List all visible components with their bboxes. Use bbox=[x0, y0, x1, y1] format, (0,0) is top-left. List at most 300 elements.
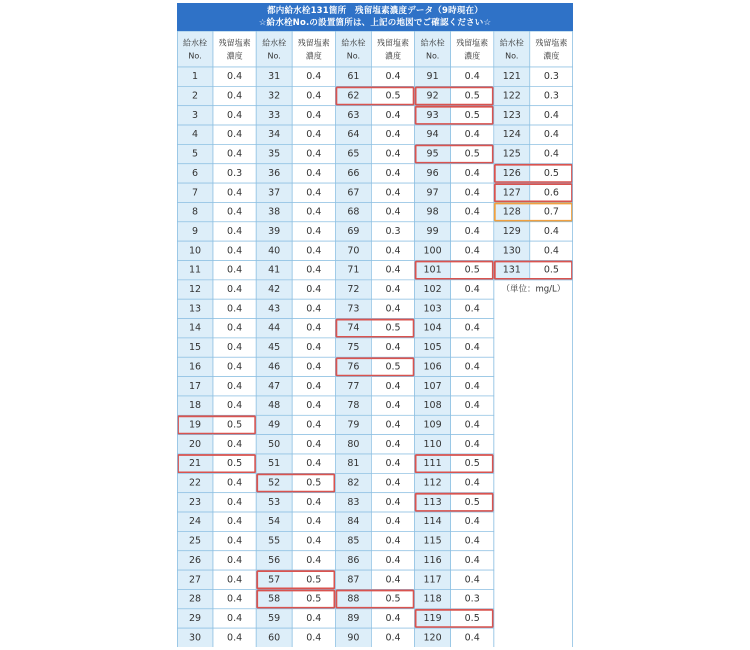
tap-no-text: 27 bbox=[188, 574, 202, 586]
chlorine-value-text: 0.4 bbox=[306, 284, 322, 296]
unit-note: （単位：mg/L） bbox=[501, 284, 566, 295]
chlorine-value-text: 0.4 bbox=[464, 535, 480, 547]
tap-no-text: 75 bbox=[347, 342, 360, 354]
tap-no-text: 116 bbox=[423, 554, 442, 566]
chlorine-value-text: 0.4 bbox=[227, 400, 243, 412]
chlorine-value-text: 0.4 bbox=[306, 516, 322, 528]
chlorine-value-text: 0.3 bbox=[227, 167, 243, 179]
header-value-line2: 濃度 bbox=[226, 51, 243, 61]
tap-no-text: 42 bbox=[268, 284, 281, 296]
chlorine-value-text: 0.4 bbox=[306, 71, 322, 83]
chlorine-value-text: 0.4 bbox=[227, 284, 243, 296]
chlorine-value-text: 0.5 bbox=[385, 322, 401, 334]
chlorine-value-text: 0.4 bbox=[464, 380, 480, 392]
tap-no-text: 85 bbox=[347, 535, 360, 547]
chlorine-value-text: 0.4 bbox=[385, 245, 401, 257]
chlorine-value-text: 0.4 bbox=[464, 554, 480, 566]
chlorine-value-text: 0.4 bbox=[385, 284, 401, 296]
chlorine-value-text: 0.4 bbox=[306, 535, 322, 547]
chlorine-value-text: 0.5 bbox=[306, 593, 322, 605]
chlorine-value-text: 0.4 bbox=[385, 535, 401, 547]
header-cell-no bbox=[256, 31, 292, 67]
chlorine-value-text: 0.4 bbox=[385, 632, 401, 644]
header-value-line1: 残留塩素 bbox=[297, 38, 330, 48]
tap-no-text: 128 bbox=[502, 206, 521, 218]
tap-no-text: 96 bbox=[426, 167, 439, 179]
tap-no-text: 127 bbox=[502, 187, 521, 199]
tap-no-text: 83 bbox=[347, 496, 360, 508]
chlorine-value-text: 0.4 bbox=[464, 400, 480, 412]
tap-no-text: 9 bbox=[191, 225, 199, 237]
chlorine-value-text: 0.4 bbox=[227, 322, 243, 334]
tap-no-text: 98 bbox=[426, 206, 439, 218]
tap-no-text: 54 bbox=[268, 516, 281, 528]
chlorine-value-text: 0.4 bbox=[306, 187, 322, 199]
tap-no-text: 99 bbox=[426, 225, 439, 237]
chlorine-value-text: 0.4 bbox=[227, 361, 243, 373]
chlorine-value-text: 0.4 bbox=[385, 148, 401, 160]
chlorine-value-text: 0.4 bbox=[306, 458, 322, 470]
chlorine-value-text: 0.4 bbox=[306, 554, 322, 566]
tap-no-text: 3 bbox=[191, 109, 199, 121]
tap-no-text: 109 bbox=[423, 419, 442, 431]
chlorine-value-text: 0.5 bbox=[464, 458, 480, 470]
chlorine-value-text: 0.4 bbox=[543, 129, 559, 141]
chlorine-value-text: 0.4 bbox=[385, 496, 401, 508]
chlorine-value-text: 0.4 bbox=[227, 129, 243, 141]
chlorine-value-text: 0.4 bbox=[227, 109, 243, 121]
tap-no-text: 81 bbox=[347, 458, 360, 470]
header-no-line2: No. bbox=[188, 51, 202, 61]
tap-no-text: 131 bbox=[502, 264, 521, 276]
chlorine-value-text: 0.5 bbox=[543, 264, 559, 276]
tap-no-text: 94 bbox=[426, 129, 439, 141]
tap-no-text: 47 bbox=[268, 380, 281, 392]
tap-no-text: 1 bbox=[191, 71, 199, 83]
chlorine-value-text: 0.4 bbox=[464, 167, 480, 179]
chlorine-value-text: 0.4 bbox=[306, 438, 322, 450]
chlorine-value-text: 0.4 bbox=[227, 264, 243, 276]
tap-no-text: 124 bbox=[502, 129, 521, 141]
chlorine-value-text: 0.4 bbox=[306, 264, 322, 276]
chlorine-value-text: 0.4 bbox=[227, 477, 243, 489]
header-value-line2: 濃度 bbox=[305, 51, 322, 61]
chlorine-value-text: 0.4 bbox=[306, 303, 322, 315]
tap-no-text: 24 bbox=[188, 516, 202, 528]
tap-no-text: 10 bbox=[188, 245, 202, 257]
tap-no-text: 122 bbox=[502, 90, 521, 102]
chlorine-value-text: 0.4 bbox=[227, 380, 243, 392]
tap-no-text: 64 bbox=[347, 129, 360, 141]
empty-area bbox=[494, 280, 573, 647]
tap-no-text: 95 bbox=[426, 148, 439, 160]
tap-no-text: 49 bbox=[268, 419, 281, 431]
chlorine-value-text: 0.4 bbox=[227, 245, 243, 257]
tap-no-text: 73 bbox=[347, 303, 360, 315]
header-no-line1: 給水栓 bbox=[420, 38, 445, 48]
chlorine-value-text: 0.5 bbox=[227, 458, 243, 470]
tap-no-text: 69 bbox=[347, 225, 360, 237]
chlorine-value-text: 0.4 bbox=[306, 148, 322, 160]
header-value-line2: 濃度 bbox=[385, 51, 401, 61]
chlorine-value-text: 0.4 bbox=[464, 477, 480, 489]
chlorine-value-text: 0.4 bbox=[227, 342, 243, 354]
chlorine-value-text: 0.4 bbox=[543, 148, 559, 160]
chlorine-value-text: 0.4 bbox=[227, 225, 243, 237]
tap-no-text: 39 bbox=[268, 225, 281, 237]
tap-no-text: 103 bbox=[423, 303, 442, 315]
chlorine-value-text: 0.4 bbox=[464, 361, 480, 373]
table-title: 都内給水栓131箇所 残留塩素濃度データ（9時現在） bbox=[267, 6, 483, 16]
tap-no-text: 86 bbox=[347, 554, 360, 566]
header-cell-no bbox=[335, 31, 371, 67]
chlorine-value-text: 0.5 bbox=[464, 109, 480, 121]
chlorine-value-text: 0.4 bbox=[306, 90, 322, 102]
tap-no-text: 82 bbox=[347, 477, 360, 489]
tap-no-text: 57 bbox=[268, 574, 281, 586]
tap-no-text: 16 bbox=[188, 361, 202, 373]
tap-no-text: 33 bbox=[268, 109, 281, 121]
tap-no-text: 43 bbox=[268, 303, 281, 315]
chlorine-value-text: 0.4 bbox=[464, 574, 480, 586]
tap-no-text: 15 bbox=[188, 342, 202, 354]
tap-no-text: 53 bbox=[268, 496, 281, 508]
chlorine-value-text: 0.5 bbox=[385, 90, 401, 102]
tap-no-text: 123 bbox=[502, 109, 521, 121]
chlorine-value-text: 0.5 bbox=[227, 419, 243, 431]
tap-no-text: 37 bbox=[268, 187, 281, 199]
tap-no-text: 68 bbox=[347, 206, 360, 218]
tap-no-text: 51 bbox=[268, 458, 281, 470]
chlorine-value-text: 0.5 bbox=[464, 612, 480, 624]
tap-no-text: 114 bbox=[423, 516, 442, 528]
tap-no-text: 91 bbox=[426, 71, 439, 83]
tap-no-text: 8 bbox=[191, 206, 199, 218]
tap-no-text: 80 bbox=[347, 438, 360, 450]
tap-no-text: 58 bbox=[268, 593, 281, 605]
tap-no-text: 25 bbox=[188, 535, 202, 547]
chlorine-value-text: 0.4 bbox=[306, 380, 322, 392]
chlorine-value-text: 0.4 bbox=[227, 593, 243, 605]
chlorine-value-text: 0.4 bbox=[385, 303, 401, 315]
header-no-line1: 給水栓 bbox=[341, 38, 366, 48]
chlorine-value-text: 0.4 bbox=[306, 612, 322, 624]
chlorine-value-text: 0.4 bbox=[543, 225, 559, 237]
chlorine-value-text: 0.4 bbox=[227, 71, 243, 83]
chlorine-value-text: 0.4 bbox=[464, 187, 480, 199]
tap-no-text: 48 bbox=[268, 400, 281, 412]
tap-no-text: 101 bbox=[423, 264, 442, 276]
tap-no-text: 2 bbox=[191, 90, 199, 102]
tap-no-text: 71 bbox=[347, 264, 360, 276]
tap-no-text: 12 bbox=[188, 284, 202, 296]
header-cell-no bbox=[494, 31, 530, 67]
chlorine-value-text: 0.4 bbox=[464, 225, 480, 237]
chlorine-value-text: 0.4 bbox=[227, 148, 243, 160]
chlorine-value-text: 0.4 bbox=[385, 187, 401, 199]
tap-no-text: 34 bbox=[268, 129, 281, 141]
chlorine-value-text: 0.4 bbox=[227, 496, 243, 508]
chlorine-value-text: 0.4 bbox=[306, 400, 322, 412]
tap-no-text: 107 bbox=[423, 380, 442, 392]
header-value-line1: 残留塩素 bbox=[377, 38, 409, 48]
tap-no-text: 120 bbox=[423, 632, 442, 644]
header-value-line1: 残留塩素 bbox=[535, 38, 568, 48]
tap-no-text: 31 bbox=[268, 71, 281, 83]
tap-no-text: 117 bbox=[423, 574, 442, 586]
chlorine-value-text: 0.4 bbox=[306, 109, 322, 121]
chlorine-value-text: 0.4 bbox=[227, 574, 243, 586]
chlorine-value-text: 0.5 bbox=[464, 90, 480, 102]
tap-no-text: 45 bbox=[268, 342, 281, 354]
table-header-banner bbox=[177, 3, 573, 31]
tap-no-text: 66 bbox=[347, 167, 360, 179]
tap-no-text: 41 bbox=[268, 264, 281, 276]
chlorine-value-text: 0.4 bbox=[464, 303, 480, 315]
tap-no-text: 110 bbox=[423, 438, 442, 450]
tap-no-text: 92 bbox=[426, 90, 439, 102]
tap-no-text: 44 bbox=[268, 322, 281, 334]
chlorine-value-text: 0.3 bbox=[464, 593, 480, 605]
chlorine-value-text: 0.4 bbox=[385, 516, 401, 528]
tap-no-text: 17 bbox=[188, 380, 202, 392]
tap-no-text: 63 bbox=[347, 109, 360, 121]
chlorine-value-text: 0.4 bbox=[306, 167, 322, 179]
chlorine-value-text: 0.4 bbox=[464, 342, 480, 354]
chlorine-value-text: 0.4 bbox=[227, 187, 243, 199]
tap-no-text: 20 bbox=[188, 438, 202, 450]
chlorine-value-text: 0.4 bbox=[306, 361, 322, 373]
chlorine-value-text: 0.5 bbox=[464, 496, 480, 508]
chlorine-value-text: 0.4 bbox=[227, 535, 243, 547]
tap-no-text: 67 bbox=[347, 187, 360, 199]
chlorine-value-text: 0.4 bbox=[385, 400, 401, 412]
chlorine-value-text: 0.4 bbox=[227, 554, 243, 566]
chlorine-value-text: 0.4 bbox=[464, 129, 480, 141]
chlorine-value-text: 0.4 bbox=[306, 419, 322, 431]
chlorine-value-text: 0.4 bbox=[306, 225, 322, 237]
chlorine-value-text: 0.3 bbox=[543, 90, 559, 102]
header-cell-value bbox=[292, 31, 335, 67]
chlorine-value-text: 0.4 bbox=[227, 206, 243, 218]
tap-no-text: 21 bbox=[188, 458, 202, 470]
tap-no-text: 6 bbox=[191, 167, 199, 179]
chlorine-table-grid bbox=[177, 31, 573, 647]
tap-no-text: 126 bbox=[502, 167, 521, 179]
header-no-line2: No. bbox=[425, 51, 440, 61]
chlorine-value-text: 0.4 bbox=[385, 419, 401, 431]
tap-no-text: 11 bbox=[188, 264, 202, 276]
chlorine-value-text: 0.7 bbox=[543, 206, 559, 218]
tap-no-text: 35 bbox=[268, 148, 281, 160]
header-no-line1: 給水栓 bbox=[499, 38, 524, 48]
tap-no-text: 100 bbox=[423, 245, 442, 257]
chlorine-value-text: 0.6 bbox=[543, 187, 559, 199]
tap-no-text: 97 bbox=[426, 187, 439, 199]
chlorine-value-text: 0.4 bbox=[385, 477, 401, 489]
chlorine-value-text: 0.4 bbox=[385, 129, 401, 141]
tap-no-text: 121 bbox=[502, 71, 521, 83]
tap-no-text: 78 bbox=[347, 400, 360, 412]
chlorine-value-text: 0.4 bbox=[385, 109, 401, 121]
tap-no-text: 30 bbox=[188, 632, 202, 644]
tap-no-text: 74 bbox=[347, 322, 360, 334]
chlorine-value-text: 0.3 bbox=[543, 71, 559, 83]
tap-no-text: 40 bbox=[268, 245, 281, 257]
chlorine-value-text: 0.4 bbox=[306, 322, 322, 334]
chlorine-table bbox=[177, 31, 573, 647]
chlorine-value-text: 0.4 bbox=[227, 90, 243, 102]
tap-no-text: 115 bbox=[423, 535, 442, 547]
tap-no-text: 61 bbox=[347, 71, 360, 83]
tap-no-text: 106 bbox=[423, 361, 442, 373]
tap-no-text: 7 bbox=[191, 187, 199, 199]
tap-no-text: 77 bbox=[347, 380, 360, 392]
chlorine-value-text: 0.5 bbox=[385, 361, 401, 373]
tap-no-text: 113 bbox=[423, 496, 442, 508]
tap-no-text: 104 bbox=[423, 322, 442, 334]
chlorine-value-text: 0.4 bbox=[543, 245, 559, 257]
chlorine-value-text: 0.4 bbox=[464, 632, 480, 644]
tap-no-text: 13 bbox=[188, 303, 202, 315]
chlorine-value-text: 0.4 bbox=[464, 284, 480, 296]
chlorine-value-text: 0.4 bbox=[385, 458, 401, 470]
chlorine-value-text: 0.4 bbox=[385, 438, 401, 450]
tap-no-text: 93 bbox=[426, 109, 439, 121]
table-subtitle: ☆給水栓No.の設置箇所は、上記の地図でご確認ください☆ bbox=[258, 18, 492, 28]
tap-no-text: 46 bbox=[268, 361, 281, 373]
tap-no-text: 65 bbox=[347, 148, 360, 160]
chlorine-value-text: 0.4 bbox=[385, 71, 401, 83]
chlorine-value-text: 0.4 bbox=[385, 264, 401, 276]
chlorine-value-text: 0.4 bbox=[385, 206, 401, 218]
header-no-line2: No. bbox=[505, 51, 519, 61]
chlorine-value-text: 0.5 bbox=[543, 167, 559, 179]
tap-no-text: 23 bbox=[188, 496, 202, 508]
chlorine-value-text: 0.4 bbox=[306, 206, 322, 218]
header-cell-value bbox=[530, 31, 573, 67]
header-value-line1: 残留塩素 bbox=[218, 38, 251, 48]
chlorine-value-text: 0.4 bbox=[385, 554, 401, 566]
tap-no-text: 29 bbox=[188, 612, 202, 624]
chlorine-value-text: 0.4 bbox=[464, 516, 480, 528]
header-value-line2: 濃度 bbox=[543, 51, 560, 61]
chlorine-value-text: 0.5 bbox=[464, 148, 480, 160]
tap-no-text: 88 bbox=[347, 593, 360, 605]
tap-no-text: 28 bbox=[188, 593, 202, 605]
tap-no-text: 72 bbox=[347, 284, 360, 296]
chlorine-value-text: 0.4 bbox=[385, 380, 401, 392]
chlorine-value-text: 0.4 bbox=[306, 245, 322, 257]
header-no-line1: 給水栓 bbox=[262, 38, 287, 48]
tap-no-text: 32 bbox=[268, 90, 281, 102]
header-cell-value bbox=[451, 31, 494, 67]
tap-no-text: 36 bbox=[268, 167, 281, 179]
chlorine-value-text: 0.4 bbox=[385, 342, 401, 354]
tap-no-text: 55 bbox=[268, 535, 281, 547]
chlorine-value-text: 0.4 bbox=[464, 71, 480, 83]
tap-no-text: 84 bbox=[347, 516, 360, 528]
chlorine-value-text: 0.4 bbox=[464, 206, 480, 218]
chlorine-value-text: 0.5 bbox=[385, 593, 401, 605]
tap-no-text: 119 bbox=[423, 612, 442, 624]
tap-no-text: 79 bbox=[347, 419, 360, 431]
header-no-line2: No. bbox=[346, 51, 361, 61]
chlorine-value-text: 0.5 bbox=[464, 264, 480, 276]
chlorine-value-text: 0.4 bbox=[306, 632, 322, 644]
chlorine-value-text: 0.4 bbox=[464, 245, 480, 257]
tap-no-text: 108 bbox=[423, 400, 442, 412]
chlorine-value-text: 0.4 bbox=[306, 342, 322, 354]
tap-no-text: 56 bbox=[268, 554, 281, 566]
tap-no-text: 130 bbox=[502, 245, 521, 257]
chlorine-value-text: 0.3 bbox=[385, 225, 401, 237]
tap-no-text: 18 bbox=[188, 400, 202, 412]
tap-no-text: 111 bbox=[423, 458, 442, 470]
chlorine-value-text: 0.4 bbox=[385, 612, 401, 624]
tap-no-text: 105 bbox=[423, 342, 442, 354]
header-no-line1: 給水栓 bbox=[183, 38, 207, 48]
tap-no-text: 76 bbox=[347, 361, 360, 373]
chlorine-value-text: 0.4 bbox=[306, 496, 322, 508]
tap-no-text: 38 bbox=[268, 206, 281, 218]
chlorine-value-text: 0.4 bbox=[464, 419, 480, 431]
chlorine-value-text: 0.5 bbox=[306, 477, 322, 489]
tap-no-text: 89 bbox=[347, 612, 360, 624]
chlorine-value-text: 0.4 bbox=[385, 574, 401, 586]
tap-no-text: 50 bbox=[268, 438, 281, 450]
tap-no-text: 70 bbox=[347, 245, 360, 257]
tap-no-text: 125 bbox=[502, 148, 521, 160]
header-no-line2: No. bbox=[267, 51, 281, 61]
tap-no-text: 112 bbox=[423, 477, 442, 489]
header-cell-value bbox=[371, 31, 414, 67]
chlorine-value-text: 0.4 bbox=[306, 129, 322, 141]
tap-no-text: 129 bbox=[502, 225, 521, 237]
tap-no-text: 62 bbox=[347, 90, 360, 102]
tap-no-text: 26 bbox=[188, 554, 202, 566]
chlorine-value-text: 0.4 bbox=[227, 632, 243, 644]
chlorine-value-text: 0.4 bbox=[227, 303, 243, 315]
chlorine-value-text: 0.5 bbox=[306, 574, 322, 586]
chlorine-data-sheet bbox=[177, 3, 573, 647]
tap-no-text: 19 bbox=[188, 419, 202, 431]
chlorine-value-text: 0.4 bbox=[227, 438, 243, 450]
header-cell-value bbox=[213, 31, 256, 67]
tap-no-text: 22 bbox=[188, 477, 202, 489]
tap-no-text: 52 bbox=[268, 477, 281, 489]
chlorine-value-text: 0.4 bbox=[227, 516, 243, 528]
chlorine-value-text: 0.4 bbox=[227, 612, 243, 624]
tap-no-text: 4 bbox=[191, 129, 199, 141]
tap-no-text: 90 bbox=[347, 632, 360, 644]
tap-no-text: 59 bbox=[268, 612, 281, 624]
tap-no-text: 14 bbox=[188, 322, 202, 334]
tap-no-text: 60 bbox=[268, 632, 281, 644]
header-value-line2: 濃度 bbox=[464, 51, 481, 61]
tap-no-text: 5 bbox=[191, 148, 199, 160]
header-cell-no bbox=[415, 31, 451, 67]
tap-no-text: 102 bbox=[423, 284, 442, 296]
header-cell-no bbox=[177, 31, 213, 67]
chlorine-value-text: 0.4 bbox=[385, 167, 401, 179]
chlorine-value-text: 0.4 bbox=[543, 109, 559, 121]
tap-no-text: 118 bbox=[423, 593, 442, 605]
chlorine-value-text: 0.4 bbox=[464, 322, 480, 334]
tap-no-text: 87 bbox=[347, 574, 360, 586]
chlorine-value-text: 0.4 bbox=[464, 438, 480, 450]
header-value-line1: 残留塩素 bbox=[456, 38, 489, 48]
